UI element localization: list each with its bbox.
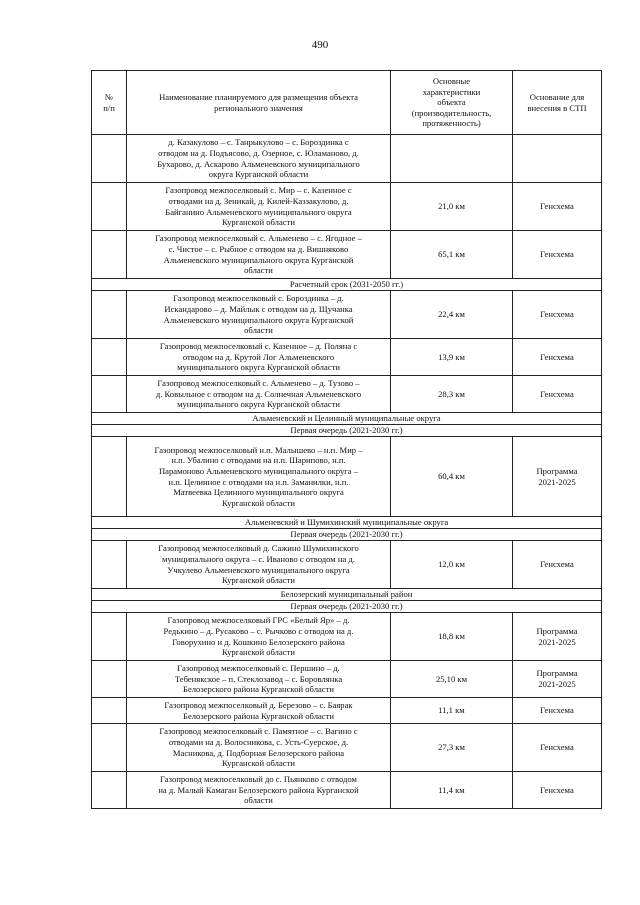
section-row	[92, 517, 602, 529]
basis-cell: Генсхема	[513, 183, 602, 231]
header-characteristics-text: Основные характеристики объекта (производительность, протяженность)	[411, 76, 492, 129]
header-basis	[513, 71, 602, 135]
row-number-cell	[92, 231, 127, 279]
table-row	[92, 724, 602, 772]
header-num	[92, 71, 127, 135]
row-number-cell	[92, 437, 127, 517]
section-title: Белозерский муниципальный район	[92, 589, 602, 601]
object-name-cell: Газопровод межпоселковый с. Памятное – с. Вагино с отводами на д. Волосникова, с. Усть-Суерское, д. Масникова, д. Подборная Белозерского района Курганской области	[127, 724, 391, 772]
table-row	[92, 541, 602, 589]
characteristic-cell: 11,1 км	[391, 698, 513, 724]
row-number-cell	[92, 135, 127, 183]
basis-cell: Генсхема	[513, 339, 602, 376]
header-basis-text: Основание для внесения в СТП	[527, 91, 587, 113]
section-row	[92, 413, 602, 425]
section-title: Первая очередь (2021-2030 гг.)	[92, 529, 602, 541]
table-body	[92, 135, 602, 809]
table-row	[92, 772, 602, 809]
section-row	[92, 601, 602, 613]
object-name-cell: Газопровод межпоселковый с. Бороздинка – д. Искандарово – д. Майлык с отводом на д. Щучанка Альменевского муниципального округа Курганской области	[127, 291, 391, 339]
table-row	[92, 183, 602, 231]
basis-cell: Генсхема	[513, 772, 602, 809]
section-title: Альменевский и Целинный муниципальные округа	[92, 413, 602, 425]
header-name	[127, 71, 391, 135]
section-title: Альменевский и Шумихинский муниципальные округа	[92, 517, 602, 529]
characteristic-cell	[391, 135, 513, 183]
section-title: Первая очередь (2021-2030 гг.)	[92, 425, 602, 437]
section-row	[92, 279, 602, 291]
basis-cell: Программа 2021-2025	[513, 437, 602, 517]
table-row	[92, 613, 602, 661]
row-number-cell	[92, 613, 127, 661]
object-name-cell: Газопровод межпоселковый ГРС «Белый Яр» – д. Редькино – д. Русаково – с. Рычково с отводом на д. Говорухино и д. Кошкино Белозерского района Курганской области	[127, 613, 391, 661]
characteristic-cell: 28,3 км	[391, 376, 513, 413]
header-num-text: № п/п	[103, 91, 115, 113]
header-name-text: Наименование планируемого для размещения объекта регионального значения	[159, 91, 358, 113]
object-name-cell: Газопровод межпоселковый д. Сажино Шумихинского муниципального округа – с. Иваново с отводом на д. Учкулево Альменевского муниципального округа Курганской области	[127, 541, 391, 589]
basis-cell	[513, 135, 602, 183]
basis-cell: Генсхема	[513, 231, 602, 279]
row-number-cell	[92, 376, 127, 413]
table-row	[92, 437, 602, 517]
section-row	[92, 425, 602, 437]
page-number: 490	[311, 39, 329, 51]
row-number-cell	[92, 661, 127, 698]
object-name-cell: Газопровод межпоселковый с. Альменево – с. Ягодное – с. Чистое – с. Рыбное с отводом на д. Вишняково Альменевского муниципального округа Курганской области	[127, 231, 391, 279]
objects-table	[91, 70, 602, 809]
table-header-row	[92, 71, 602, 135]
characteristic-cell: 11,4 км	[391, 772, 513, 809]
basis-cell: Программа 2021-2025	[513, 661, 602, 698]
object-name-cell: Газопровод межпоселковый с. Казенное – д. Поляна с отводом на д. Крутой Лог Альменевского муниципального округа Курганской области	[127, 339, 391, 376]
row-number-cell	[92, 772, 127, 809]
row-number-cell	[92, 291, 127, 339]
basis-cell: Генсхема	[513, 291, 602, 339]
object-name-cell: Газопровод межпоселковый с. Мир – с. Казенное с отводами на д. Зеникай, д. Килей-Каззакулово, д. Байганино Альменевского муниципального округа Курганской области	[127, 183, 391, 231]
row-number-cell	[92, 339, 127, 376]
basis-cell: Программа 2021-2025	[513, 613, 602, 661]
header-characteristics	[391, 71, 513, 135]
characteristic-cell: 13,9 км	[391, 339, 513, 376]
table-row	[92, 376, 602, 413]
table-row	[92, 135, 602, 183]
characteristic-cell: 27,3 км	[391, 724, 513, 772]
object-name-cell: Газопровод межпоселковый д. Березово – с. Баярак Белозерского района Курганской области	[127, 698, 391, 724]
table-row	[92, 339, 602, 376]
section-title: Первая очередь (2021-2030 гг.)	[92, 601, 602, 613]
section-row	[92, 529, 602, 541]
row-number-cell	[92, 541, 127, 589]
characteristic-cell: 18,8 км	[391, 613, 513, 661]
basis-cell: Генсхема	[513, 541, 602, 589]
object-name-cell: д. Казакулово – с. Танрыкулово – с. Бороздинка с отводом на д. Подъясово, д. Озерное, с. Юламаново, д. Бухарово, д. Аскарово Альменевского муниципального округа Курганской области	[127, 135, 391, 183]
row-number-cell	[92, 183, 127, 231]
basis-cell: Генсхема	[513, 724, 602, 772]
section-row	[92, 589, 602, 601]
characteristic-cell: 21,0 км	[391, 183, 513, 231]
characteristic-cell: 22,4 км	[391, 291, 513, 339]
row-number-cell	[92, 698, 127, 724]
basis-cell: Генсхема	[513, 376, 602, 413]
characteristic-cell: 65,1 км	[391, 231, 513, 279]
object-name-cell: Газопровод межпоселковый до с. Пьянково с отводом на д. Малый Камаган Белозерского района Курганской области	[127, 772, 391, 809]
table-row	[92, 698, 602, 724]
row-number-cell	[92, 724, 127, 772]
object-name-cell: Газопровод межпоселковый н.п. Малышево – н.п. Мир – н.п. Убалино с отводами на н.п. Шарипово, н.п. Парамоново Альменевского муниципального округа – н.п. Целинное с отводами на н.п. Заманилки, н.п. Матвеевка Целинного муниципального округа Курганской области	[127, 437, 391, 517]
basis-cell: Генсхема	[513, 698, 602, 724]
table-row	[92, 661, 602, 698]
section-title: Расчетный срок (2031-2050 гг.)	[92, 279, 602, 291]
object-name-cell: Газопровод межпоселковый с. Першино – д. Тебенякское – п. Стеклозавод – с. Боровлянка Белозерского района Курганской области	[127, 661, 391, 698]
table-row	[92, 291, 602, 339]
table-row	[92, 231, 602, 279]
characteristic-cell: 12,0 км	[391, 541, 513, 589]
characteristic-cell: 60,4 км	[391, 437, 513, 517]
object-name-cell: Газопровод межпоселковый с. Альменево – д. Тузово – д. Ковыльное с отводом на д. Солнечная Альменевского муниципального округа Курганской области	[127, 376, 391, 413]
characteristic-cell: 25,10 км	[391, 661, 513, 698]
